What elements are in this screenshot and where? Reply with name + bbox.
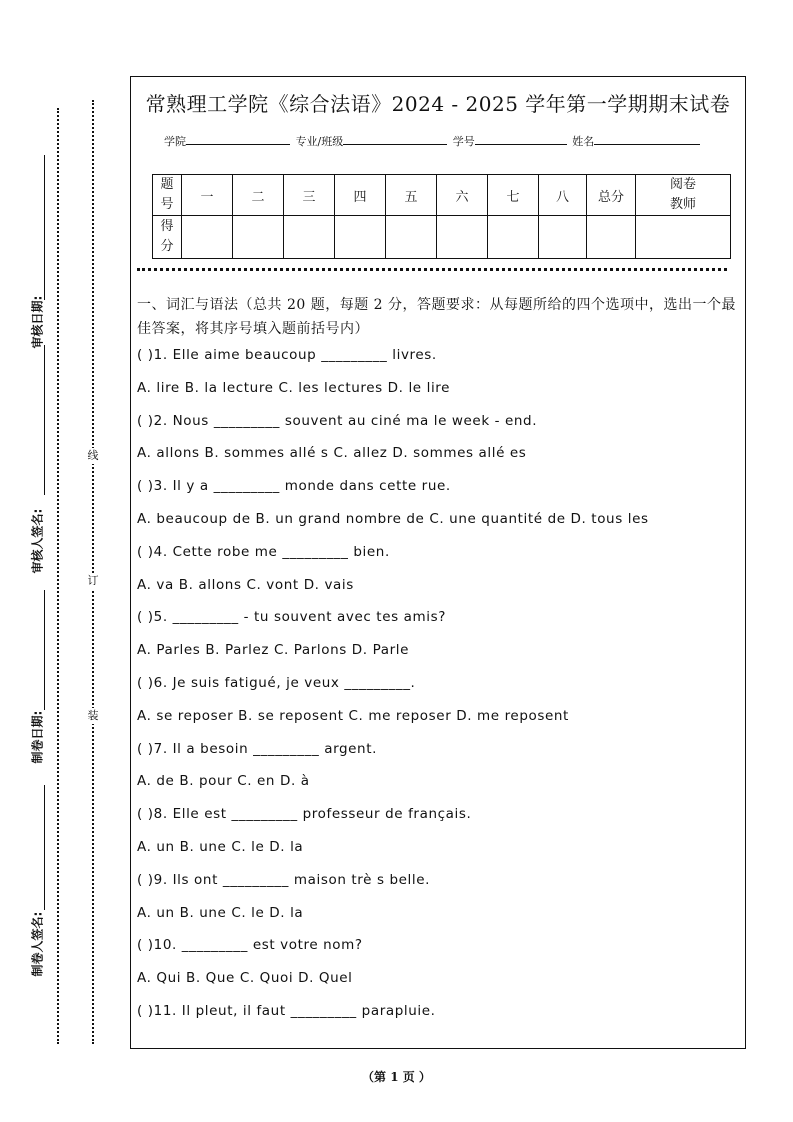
score-cell[interactable] (488, 216, 539, 259)
question-options: A. se reposer B. se reposent C. me reposer D. me reposent (137, 707, 569, 724)
review-date-line (44, 155, 46, 300)
question-options: A. va B. allons C. vont D. vais (137, 576, 354, 593)
binding-line (92, 100, 94, 1044)
col-reviewer: 阅卷 教师 (636, 175, 731, 216)
maker-signature-line (44, 785, 46, 910)
score-cell[interactable] (335, 216, 386, 259)
student-info-row (164, 133, 702, 149)
score-cell[interactable] (386, 216, 437, 259)
bind-char-xian: 线 (85, 448, 101, 464)
major-label: 专业/班级 (295, 135, 344, 148)
question-list (137, 345, 737, 1034)
col-1: 一 (182, 175, 233, 216)
question-options: A. beaucoup de B. un grand nombre de C. une quantité de D. tous les (137, 510, 649, 527)
college-label: 学院 (164, 135, 186, 148)
name-label: 姓名 (572, 135, 595, 148)
question-text: ( )7. Il a besoin _________ argent. (137, 740, 377, 757)
question-options: A. de B. pour C. en D. à (137, 773, 310, 790)
question-text: ( )5. _________ - tu souvent avec tes amis? (137, 609, 447, 626)
question-text: ( )4. Cette robe me _________ bien. (137, 543, 390, 560)
dotted-separator (137, 268, 727, 271)
bind-char-ding: 订 (85, 573, 101, 589)
question-options: A. allons B. sommes allé s C. allez D. sommes allé es (137, 445, 527, 462)
make-date-label: 制卷日期: (30, 710, 45, 764)
maker-signature-label: 制卷人签名: (30, 911, 45, 977)
question-text: ( )10. _________ est votre nom? (137, 937, 363, 954)
score-cell-total[interactable] (587, 216, 636, 259)
college-field[interactable] (186, 134, 290, 145)
question-options: A. lire B. la lecture C. les lectures D. le lire (137, 379, 451, 396)
question-options: A. Qui B. Que C. Quoi D. Quel (137, 970, 353, 987)
reviewer-signature-line (44, 345, 46, 495)
name-field[interactable] (594, 134, 700, 145)
reviewer-signature-label: 审核人签名: (30, 508, 45, 574)
score-cell[interactable] (182, 216, 233, 259)
col-6: 六 (437, 175, 488, 216)
col-4: 四 (335, 175, 386, 216)
question-text: ( )8. Elle est _________ professeur de français. (137, 806, 472, 823)
student-id-label: 学号 (452, 135, 475, 148)
review-date-label: 审核日期: (30, 295, 45, 349)
exam-title: 常熟理工学院《综合法语》2024 - 2025 学年第一学期期末试卷 (145, 92, 731, 116)
question-options: A. un B. une C. le D. la (137, 904, 304, 921)
score-cell[interactable] (539, 216, 587, 259)
question-options: A. un B. une C. le D. la (137, 838, 304, 855)
score-table-head-number: 题 号 (153, 175, 182, 216)
question-text: ( )2. Nous _________ souvent au ciné ma le week - end. (137, 412, 538, 429)
col-5: 五 (386, 175, 437, 216)
col-total: 总分 (587, 175, 636, 216)
question-text: ( )3. Il y a _________ monde dans cette rue. (137, 478, 451, 495)
question-text: ( )9. Ils ont _________ maison trè s belle. (137, 871, 431, 888)
make-date-line (44, 590, 46, 710)
question-options: A. Parles B. Parlez C. Parlons D. Parle (137, 642, 410, 659)
page-number: （第 1 页 ） (362, 1070, 431, 1084)
score-cell[interactable] (437, 216, 488, 259)
student-id-field[interactable] (475, 134, 567, 145)
bind-char-zhuang: 装 (85, 708, 101, 724)
reviewer-cell[interactable] (636, 216, 731, 259)
score-cell[interactable] (233, 216, 284, 259)
score-cell[interactable] (284, 216, 335, 259)
question-text: ( )11. Il pleut, il faut _________ parapluie. (137, 1002, 436, 1019)
question-text: ( )1. Elle aime beaucoup _________ livres. (137, 347, 437, 363)
col-2: 二 (233, 175, 284, 216)
section-1-heading: 一、词汇与语法（总共 20 题，每题 2 分，答题要求：从每题所给的四个选项中，选出一个最佳答案，将其序号填入题前括号内） (137, 297, 737, 337)
col-7: 七 (488, 175, 539, 216)
col-8: 八 (539, 175, 587, 216)
score-table-head-score: 得 分 (153, 216, 182, 259)
exam-frame (130, 76, 746, 1049)
score-table (152, 174, 731, 259)
dotted-cut-line (57, 108, 59, 1044)
major-field[interactable] (343, 134, 447, 145)
question-text: ( )6. Je suis fatigué, je veux _________. (137, 674, 416, 691)
col-3: 三 (284, 175, 335, 216)
